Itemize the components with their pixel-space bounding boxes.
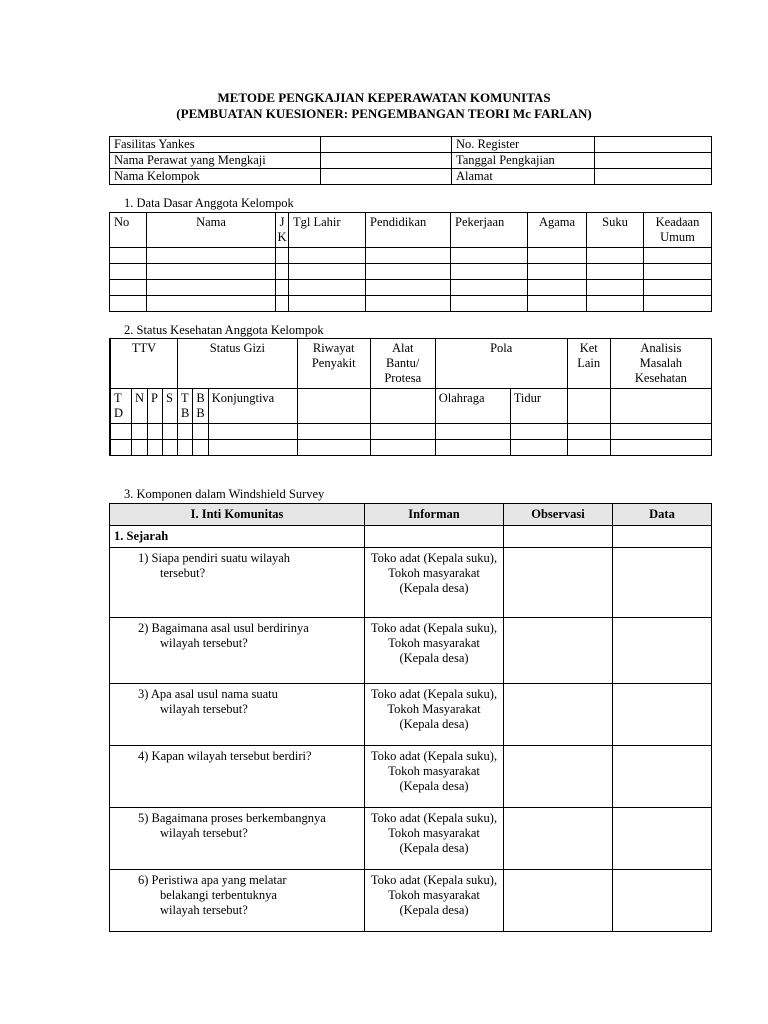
observasi-cell[interactable] — [504, 870, 613, 932]
data-cell[interactable] — [613, 684, 712, 746]
col-p: P — [148, 389, 163, 424]
informan-cell: Toko adat (Kepala suku), Tokoh masyarakat (Kepala desa) — [365, 808, 504, 870]
col-nama: Nama — [147, 213, 276, 248]
table-row — [110, 618, 712, 684]
question: 1) Siapa pendiri suatu wilayah tersebut? — [110, 548, 365, 618]
col-agama: Agama — [528, 213, 587, 248]
data-cell[interactable] — [613, 746, 712, 808]
col-olahraga: Olahraga — [435, 389, 510, 424]
col-pola: Pola — [435, 339, 567, 389]
col-riwayat: Riwayat Penyakit — [297, 339, 370, 389]
health-status-table — [109, 338, 712, 456]
section2-title: 2. Status Kesehatan Anggota Kelompok — [124, 323, 324, 337]
table-row — [110, 548, 712, 618]
col-bb: B B — [193, 389, 208, 424]
table-row — [110, 424, 712, 440]
label-kelompok: Nama Kelompok — [110, 169, 321, 185]
section3-title: 3. Komponen dalam Windshield Survey — [124, 487, 325, 501]
col-konjungtiva: Konjungtiva — [208, 389, 297, 424]
col-ttv: TTV — [110, 339, 178, 389]
col-suku: Suku — [587, 213, 644, 248]
field-alamat[interactable] — [595, 169, 712, 185]
question: 4) Kapan wilayah tersebut berdiri? — [110, 746, 365, 808]
document-title: METODE PENGKAJIAN KEPERAWATAN KOMUNITAS — [217, 90, 551, 105]
field-tanggal[interactable] — [595, 153, 712, 169]
data-cell[interactable] — [613, 870, 712, 932]
informan-cell: Toko adat (Kepala suku), Tokoh Masyarakat (Kepala desa) — [365, 684, 504, 746]
col-keadaan-umum: Keadaan Umum — [644, 213, 712, 248]
informan-cell: Toko adat (Kepala suku), Tokoh masyarakat (Kepala desa) — [365, 618, 504, 684]
table-row — [110, 296, 712, 312]
col-tgl-lahir: Tgl Lahir — [289, 213, 366, 248]
field-fasilitas[interactable] — [321, 137, 452, 153]
data-cell[interactable] — [613, 548, 712, 618]
table-row — [110, 684, 712, 746]
table-row — [110, 746, 712, 808]
observasi-cell[interactable] — [504, 684, 613, 746]
table-row — [110, 808, 712, 870]
col-observasi: Observasi — [504, 504, 613, 526]
section1-title: 1. Data Dasar Anggota Kelompok — [124, 196, 294, 210]
observasi-cell[interactable] — [504, 746, 613, 808]
col-tb: T B — [178, 389, 193, 424]
col-informan: Informan — [365, 504, 504, 526]
col-pekerjaan: Pekerjaan — [451, 213, 528, 248]
table-row — [110, 280, 712, 296]
label-alamat: Alamat — [452, 169, 595, 185]
label-fasilitas: Fasilitas Yankes — [110, 137, 321, 153]
col-alat-bantu: Alat Bantu/ Protesa — [370, 339, 435, 389]
data-cell[interactable] — [613, 618, 712, 684]
col-inti-komunitas: I. Inti Komunitas — [110, 504, 365, 526]
col-s: S — [163, 389, 178, 424]
informan-cell: Toko adat (Kepala suku), Tokoh masyarakat (Kepala desa) — [365, 746, 504, 808]
col-jk: J K — [276, 213, 289, 248]
col-td: T D — [110, 389, 132, 424]
table-row — [110, 870, 712, 932]
col-tidur: Tidur — [510, 389, 567, 424]
question: 2) Bagaimana asal usul berdirinya wilayah tersebut? — [110, 618, 365, 684]
observasi-cell[interactable] — [504, 618, 613, 684]
field-perawat[interactable] — [321, 153, 452, 169]
table-row — [110, 440, 712, 456]
col-ket-lain: Ket Lain — [567, 339, 610, 389]
informan-cell: Toko adat (Kepala suku), Tokoh masyarakat (Kepala desa) — [365, 870, 504, 932]
informan-cell: Toko adat (Kepala suku), Tokoh masyarakat (Kepala desa) — [365, 548, 504, 618]
col-no: No — [110, 213, 147, 248]
table-row — [110, 264, 712, 280]
question: 6) Peristiwa apa yang melatar belakangi terbentuknya wilayah tersebut? — [110, 870, 365, 932]
member-data-table — [109, 212, 712, 312]
subsection-sejarah: 1. Sejarah — [110, 526, 365, 548]
question: 3) Apa asal usul nama suatu wilayah tersebut? — [110, 684, 365, 746]
col-analisis: Analisis Masalah Kesehatan — [610, 339, 711, 389]
question: 5) Bagaimana proses berkembangnya wilayah tersebut? — [110, 808, 365, 870]
document-subtitle: (PEMBUATAN KUESIONER: PENGEMBANGAN TEORI Mc FARLAN) — [176, 106, 592, 121]
label-perawat: Nama Perawat yang Mengkaji — [110, 153, 321, 169]
info-table — [109, 136, 712, 185]
col-n: N — [132, 389, 148, 424]
col-data: Data — [613, 504, 712, 526]
table-row — [110, 248, 712, 264]
observasi-cell[interactable] — [504, 548, 613, 618]
label-register: No. Register — [452, 137, 595, 153]
field-kelompok[interactable] — [321, 169, 452, 185]
label-tanggal: Tanggal Pengkajian — [452, 153, 595, 169]
col-status-gizi: Status Gizi — [178, 339, 298, 389]
observasi-cell[interactable] — [504, 808, 613, 870]
col-pendidikan: Pendidikan — [366, 213, 451, 248]
field-register[interactable] — [595, 137, 712, 153]
data-cell[interactable] — [613, 808, 712, 870]
windshield-survey-table — [109, 503, 712, 932]
